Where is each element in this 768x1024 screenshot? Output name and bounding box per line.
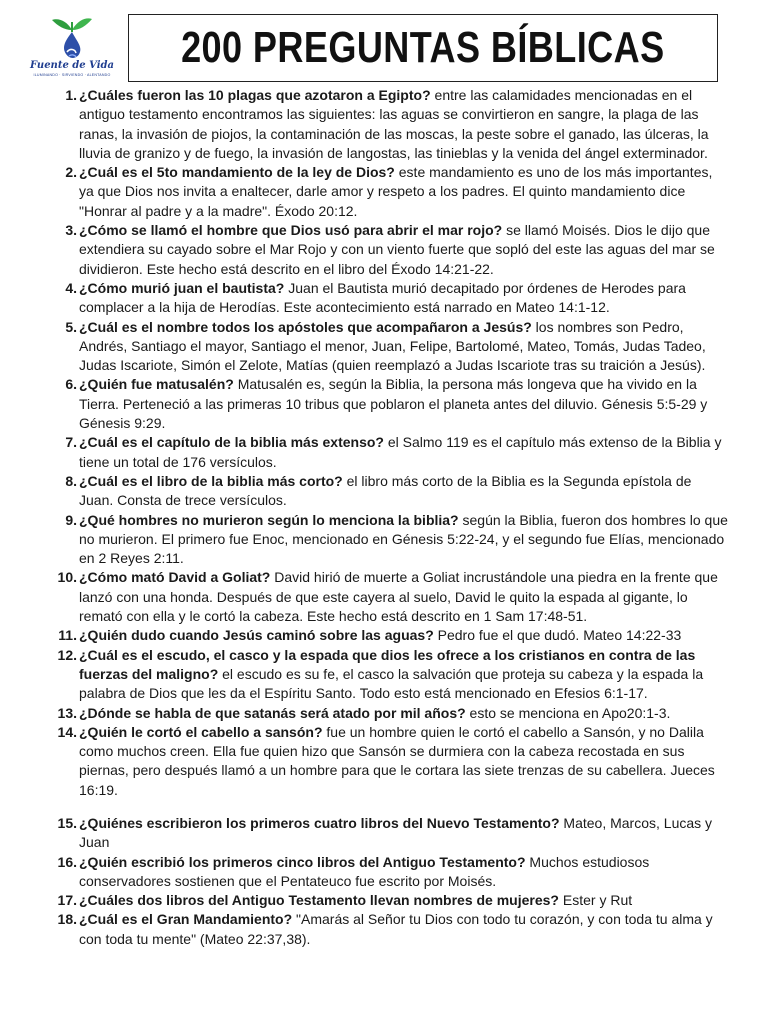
logo-tagline: ILUMINANDO · SIRVIENDO · ALENTANDO xyxy=(33,73,111,77)
logo-title: Fuente de Vida xyxy=(30,60,114,71)
answer-text: los nombres son Pedro, Andrés, Santiago el mayor, Santiago el menor, Juan, Felipe, Bartolomé, Mateo, Tomás, Judas Tadeo, Judas Iscariote, Simón el Zelote, Matías (quien reemplazó a Judas Iscariote tras su traición a Jesús). xyxy=(79,318,706,374)
question-item xyxy=(50,568,728,626)
question-item xyxy=(50,626,728,645)
question-text: ¿Cómo mató David a Goliat? xyxy=(79,569,271,586)
logo-emblem-icon xyxy=(22,10,122,62)
question-text: ¿Cómo se llamó el hombre que Dios usó para abrir el mar rojo? xyxy=(79,222,503,239)
question-item xyxy=(50,221,728,279)
question-number: 5 . xyxy=(50,318,77,337)
answer-text: esto se menciona en Apo20:1-3. xyxy=(465,704,671,721)
answer-text: el libro más corto de la Biblia es la Segunda epístola de Juan. Consta de trece versículos. xyxy=(79,472,692,509)
question-number: 8 . xyxy=(50,472,77,491)
question-item xyxy=(50,891,728,910)
question-item xyxy=(50,723,728,800)
answer-text: el escudo es su fe, el casco la salvación que proteja su cabeza y la espada la palabra de Dios que les da el Espíritu Santo. Todo esto está mencionado en Efesios 6:1-17. xyxy=(79,665,704,702)
question-number: 11 . xyxy=(50,626,77,645)
question-number: 3 . xyxy=(50,221,77,240)
answer-text: David hirió de muerte a Goliat incrustándole una piedra en la frente que lanzó con una honda. Después de que este cayera al suelo, David le quito la espada al gigante, lo remató con ella y le cortó la cabeza. Este hecho está descrito en 1 Sam 17:48-51. xyxy=(79,569,718,625)
question-item xyxy=(50,472,728,511)
answer-text: el Salmo 119 es el capítulo más extenso de la Biblia y tiene un total de 176 versículos. xyxy=(79,434,722,470)
question-text: ¿Dónde se habla de que satanás será atado por mil años? xyxy=(79,704,466,721)
question-item xyxy=(50,704,728,723)
question-text: ¿Cuál es el capítulo de la biblia más extenso? xyxy=(79,434,384,451)
question-item xyxy=(50,163,728,221)
question-item xyxy=(50,853,728,892)
question-text: ¿Qué hombres no murieron según lo menciona la biblia? xyxy=(79,511,459,528)
answer-text: Ester y Rut xyxy=(559,892,633,909)
question-number: 6 . xyxy=(50,375,77,394)
question-item xyxy=(50,375,728,433)
question-text: ¿Cómo murió juan el bautista? xyxy=(79,279,285,296)
question-text: ¿Cuáles fueron las 10 plagas que azotaron a Egipto? xyxy=(79,87,431,103)
question-number: 16 . xyxy=(50,853,77,872)
answer-text: Pedro fue el que dudó. Mateo 14:22-33 xyxy=(433,627,682,644)
question-number: 13 . xyxy=(50,704,77,723)
question-text: ¿Cuál es el libro de la biblia más corto? xyxy=(79,472,343,489)
answer-text: Muchos estudiosos conservadores sostienen que el Pentateuco fue escrito por Moisés. xyxy=(79,853,650,889)
fuente-de-vida-logo xyxy=(22,10,122,88)
question-text: ¿Quién dudo cuando Jesús caminó sobre las aguas? xyxy=(79,627,434,644)
question-item xyxy=(50,511,728,569)
question-item xyxy=(50,433,728,472)
question-number: 1 . xyxy=(50,86,77,105)
question-text: ¿Quiénes escribieron los primeros cuatro libros del Nuevo Testamento? xyxy=(79,814,560,831)
question-text: ¿Quién escribió los primeros cinco libros del Antiguo Testamento? xyxy=(79,853,526,870)
question-text: ¿Cuál es el Gran Mandamiento? xyxy=(79,911,293,928)
question-item xyxy=(50,814,728,853)
title-box xyxy=(128,14,718,82)
question-item xyxy=(50,646,728,704)
question-item xyxy=(50,910,728,949)
question-text: ¿Quién fue matusalén? xyxy=(79,376,234,393)
question-text: ¿Quién le cortó el cabello a sansón? xyxy=(79,723,323,740)
answer-text: Juan el Bautista murió decapitado por órdenes de Herodes para complacer a la hija de Herodías. Este acontecimiento está narrado en Mateo 14:1-12. xyxy=(79,279,686,316)
question-number: 2 . xyxy=(50,163,77,182)
answer-text: Mateo, Marcos, Lucas y Juan xyxy=(79,814,713,851)
questions-list xyxy=(50,86,728,949)
question-item xyxy=(50,279,728,318)
answer-text: este mandamiento es uno de los más importantes, ya que Dios nos invita a enaltecer, darle amor y respeto a los padres. El quinto mandamiento dice "Honrar al padre y a la madre". Éxodo 20:12. xyxy=(79,164,713,219)
question-text: ¿Cuál es el 5to mandamiento de la ley de Dios? xyxy=(79,164,395,181)
question-item xyxy=(50,86,728,163)
question-number: 10 . xyxy=(50,568,77,587)
answer-text: se llamó Moisés. Dios le dijo que extendiera su cayado sobre el Mar Rojo y con un viento fuerte que sopló del este las aguas del mar se dividieron. Este hecho está descrito en el libro del Éxodo 14:21-22. xyxy=(79,222,715,277)
question-number: 14 . xyxy=(50,723,77,742)
question-number: 7 . xyxy=(50,433,77,452)
question-number: 17 . xyxy=(50,891,77,910)
question-item xyxy=(50,318,728,376)
answer-text: según la Biblia, fueron dos hombres lo que no murieron. El primero fue Enoc, mencionado en Génesis 5:22-24, y el segundo fue Elías, mencionado en 2 Reyes 2:11. xyxy=(79,511,728,567)
answer-text: "Amarás al Señor tu Dios con todo tu corazón, y con toda tu alma y con toda tu mente" (Mateo 22:37,38). xyxy=(79,911,713,947)
question-number: 4 . xyxy=(50,279,77,298)
page-title: 200 PREGUNTAS BÍBLICAS xyxy=(181,23,665,72)
question-text: ¿Cuál es el escudo, el casco y la espada que dios les ofrece a los cristianos en contra de las fuerzas del maligno? xyxy=(79,646,696,682)
question-text: ¿Cuáles dos libros del Antiguo Testamento llevan nombres de mujeres? xyxy=(79,892,559,909)
question-number: 12 . xyxy=(50,646,77,665)
answer-text: entre las calamidades mencionadas en el antiguo testamento encontramos las siguientes: las aguas se convirtieron en sangre, la plaga de las ranas, la invasión de piojos, la contaminación de las moscas, la peste sobre el ganado, las úlceras, la lluvia de granizo y de fuego, la invasión de langostas, las tinieblas y la venida del ángel exterminador. xyxy=(79,87,709,161)
answer-text: Matusalén es, según la Biblia, la persona más longeva que ha vivido en la Tierra. Perteneció a las primeras 10 tribus que poblaron el planeta antes del diluvio. Génesis 5:5-29 y Génesis 9:29. xyxy=(79,376,708,432)
question-number: 18 . xyxy=(50,910,77,929)
answer-text: fue un hombre quien le cortó el cabello a Sansón, y no Dalila como muchos creen. Ella fue quien hizo que Sansón se durmiera con la cabeza recostada en sus piernas, pero después llamó a un hombre para que le cortara las siete trenzas de su cabellera. Jueces 16:19. xyxy=(79,723,715,798)
question-number: 15 . xyxy=(50,814,77,833)
question-number: 9 . xyxy=(50,511,77,530)
question-text: ¿Cuál es el nombre todos los apóstoles que acompañaron a Jesús? xyxy=(79,318,532,335)
